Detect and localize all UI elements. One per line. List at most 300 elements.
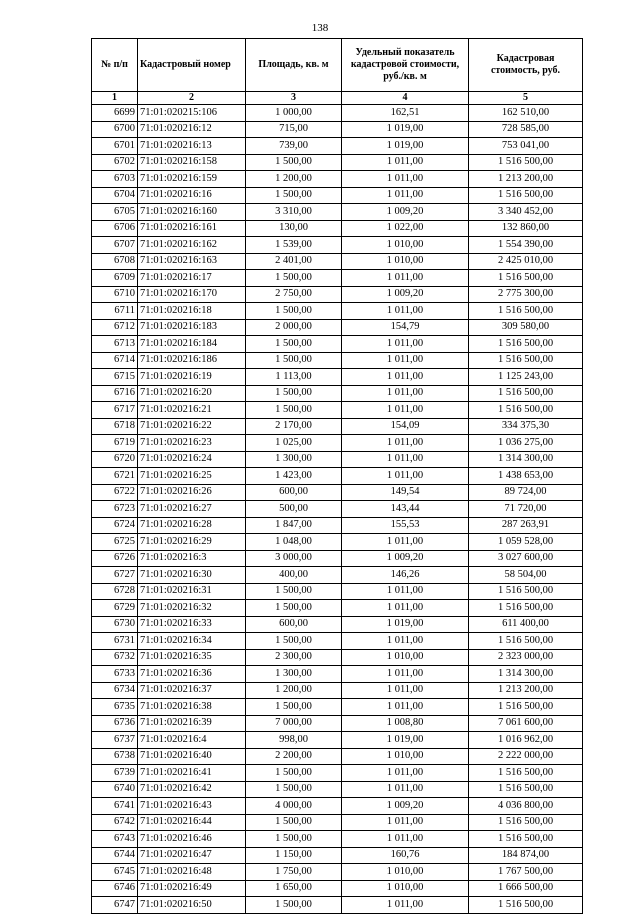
table-row — [92, 204, 583, 221]
unit-value-cell: 1 011,00 — [342, 699, 469, 716]
cadastral-cost-cell: 753 041,00 — [469, 138, 583, 155]
row-number-cell: 6729 — [92, 600, 138, 617]
table-row — [92, 385, 583, 402]
table-row — [92, 187, 583, 204]
area-cell: 1 500,00 — [246, 699, 342, 716]
area-cell: 1 113,00 — [246, 369, 342, 386]
area-cell: 500,00 — [246, 501, 342, 518]
table-row — [92, 748, 583, 765]
cadastral-cost-cell: 1 059 528,00 — [469, 534, 583, 551]
cadastral-cost-cell: 1 036 275,00 — [469, 435, 583, 452]
area-cell: 1 500,00 — [246, 385, 342, 402]
table-row — [92, 319, 583, 336]
cadastral-number-cell: 71:01:020216:163 — [138, 253, 246, 270]
table-row — [92, 649, 583, 666]
row-number-cell: 6734 — [92, 682, 138, 699]
cadastral-cost-cell: 1 767 500,00 — [469, 864, 583, 881]
area-cell: 1 200,00 — [246, 171, 342, 188]
area-cell: 1 025,00 — [246, 435, 342, 452]
unit-value-cell: 1 011,00 — [342, 270, 469, 287]
unit-value-cell: 1 022,00 — [342, 220, 469, 237]
table-row — [92, 484, 583, 501]
table-row — [92, 435, 583, 452]
table-header-row — [92, 39, 583, 92]
cadastral-cost-cell: 1 016 962,00 — [469, 732, 583, 749]
cadastral-cost-cell: 1 516 500,00 — [469, 352, 583, 369]
row-number-cell: 6718 — [92, 418, 138, 435]
row-number-cell: 6703 — [92, 171, 138, 188]
cadastral-number-cell: 71:01:020216:37 — [138, 682, 246, 699]
cadastral-cost-cell: 1 213 200,00 — [469, 682, 583, 699]
table-row — [92, 303, 583, 320]
unit-value-cell: 1 010,00 — [342, 864, 469, 881]
cadastral-cost-cell: 334 375,30 — [469, 418, 583, 435]
area-cell: 1 500,00 — [246, 352, 342, 369]
area-cell: 1 500,00 — [246, 303, 342, 320]
column-number: 5 — [469, 92, 583, 105]
unit-value-cell: 1 011,00 — [342, 154, 469, 171]
unit-value-cell: 1 011,00 — [342, 402, 469, 419]
header-unit-value: Удельный показатель кадастровой стоимости, руб./кв. м — [342, 39, 469, 92]
unit-value-cell: 1 011,00 — [342, 303, 469, 320]
cadastral-cost-cell: 3 027 600,00 — [469, 550, 583, 567]
cadastral-cost-cell: 1 213 200,00 — [469, 171, 583, 188]
unit-value-cell: 146,26 — [342, 567, 469, 584]
table-row — [92, 781, 583, 798]
unit-value-cell: 1 011,00 — [342, 385, 469, 402]
area-cell: 998,00 — [246, 732, 342, 749]
cadastral-number-cell: 71:01:020216:13 — [138, 138, 246, 155]
cadastral-cost-cell: 287 263,91 — [469, 517, 583, 534]
row-number-cell: 6717 — [92, 402, 138, 419]
cadastral-number-cell: 71:01:020216:183 — [138, 319, 246, 336]
row-number-cell: 6730 — [92, 616, 138, 633]
cadastral-number-cell: 71:01:020216:17 — [138, 270, 246, 287]
cadastral-cost-cell: 1 516 500,00 — [469, 781, 583, 798]
unit-value-cell: 149,54 — [342, 484, 469, 501]
row-number-cell: 6727 — [92, 567, 138, 584]
unit-value-cell: 1 010,00 — [342, 253, 469, 270]
table-row — [92, 270, 583, 287]
unit-value-cell: 1 009,20 — [342, 204, 469, 221]
unit-value-cell: 1 011,00 — [342, 171, 469, 188]
table-body — [92, 92, 583, 914]
unit-value-cell: 1 019,00 — [342, 138, 469, 155]
table-row — [92, 831, 583, 848]
table-row — [92, 567, 583, 584]
area-cell: 1 500,00 — [246, 831, 342, 848]
row-number-cell: 6706 — [92, 220, 138, 237]
area-cell: 1 539,00 — [246, 237, 342, 254]
unit-value-cell: 143,44 — [342, 501, 469, 518]
page-number: 138 — [311, 22, 329, 34]
cadastral-cost-cell: 309 580,00 — [469, 319, 583, 336]
row-number-cell: 6707 — [92, 237, 138, 254]
cadastral-cost-cell: 1 516 500,00 — [469, 402, 583, 419]
unit-value-cell: 1 011,00 — [342, 682, 469, 699]
row-number-cell: 6741 — [92, 798, 138, 815]
table-row — [92, 600, 583, 617]
table-row — [92, 550, 583, 567]
area-cell: 3 310,00 — [246, 204, 342, 221]
row-number-cell: 6744 — [92, 847, 138, 864]
area-cell: 1 500,00 — [246, 154, 342, 171]
cadastral-cost-cell: 1 516 500,00 — [469, 699, 583, 716]
row-number-cell: 6708 — [92, 253, 138, 270]
cadastral-cost-cell: 184 874,00 — [469, 847, 583, 864]
unit-value-cell: 1 011,00 — [342, 435, 469, 452]
cadastral-cost-cell: 162 510,00 — [469, 105, 583, 122]
header-row-number: № п/п — [92, 39, 138, 92]
unit-value-cell: 1 010,00 — [342, 880, 469, 897]
area-cell: 739,00 — [246, 138, 342, 155]
unit-value-cell: 1 010,00 — [342, 649, 469, 666]
cadastral-number-cell: 71:01:020216:20 — [138, 385, 246, 402]
row-number-cell: 6735 — [92, 699, 138, 716]
row-number-cell: 6747 — [92, 897, 138, 914]
table-row — [92, 616, 583, 633]
table-row — [92, 880, 583, 897]
unit-value-cell: 1 011,00 — [342, 666, 469, 683]
area-cell: 1 500,00 — [246, 897, 342, 914]
cadastral-cost-cell: 1 516 500,00 — [469, 897, 583, 914]
cadastral-cost-cell: 71 720,00 — [469, 501, 583, 518]
cadastral-number-cell: 71:01:020216:25 — [138, 468, 246, 485]
unit-value-cell: 1 011,00 — [342, 781, 469, 798]
cadastral-number-cell: 71:01:020216:19 — [138, 369, 246, 386]
cadastral-number-cell: 71:01:020216:186 — [138, 352, 246, 369]
table-row — [92, 468, 583, 485]
row-number-cell: 6723 — [92, 501, 138, 518]
cadastral-number-cell: 71:01:020216:184 — [138, 336, 246, 353]
cadastral-cost-cell: 1 516 500,00 — [469, 154, 583, 171]
cadastral-number-cell: 71:01:020216:48 — [138, 864, 246, 881]
unit-value-cell: 1 019,00 — [342, 616, 469, 633]
cadastral-number-cell: 71:01:020216:24 — [138, 451, 246, 468]
cadastral-number-cell: 71:01:020216:27 — [138, 501, 246, 518]
cadastral-number-cell: 71:01:020216:23 — [138, 435, 246, 452]
cadastral-number-cell: 71:01:020216:21 — [138, 402, 246, 419]
cadastral-number-cell: 71:01:020216:42 — [138, 781, 246, 798]
area-cell: 1 500,00 — [246, 583, 342, 600]
unit-value-cell: 1 009,20 — [342, 550, 469, 567]
area-cell: 1 300,00 — [246, 666, 342, 683]
area-cell: 2 000,00 — [246, 319, 342, 336]
area-cell: 1 048,00 — [246, 534, 342, 551]
row-number-cell: 6710 — [92, 286, 138, 303]
table-row — [92, 220, 583, 237]
row-number-cell: 6733 — [92, 666, 138, 683]
table-row — [92, 369, 583, 386]
row-number-cell: 6746 — [92, 880, 138, 897]
area-cell: 1 500,00 — [246, 270, 342, 287]
cadastral-cost-cell: 1 516 500,00 — [469, 187, 583, 204]
unit-value-cell: 1 011,00 — [342, 336, 469, 353]
row-number-cell: 6736 — [92, 715, 138, 732]
table-row — [92, 336, 583, 353]
area-cell: 1 500,00 — [246, 187, 342, 204]
row-number-cell: 6725 — [92, 534, 138, 551]
row-number-cell: 6714 — [92, 352, 138, 369]
cadastral-cost-cell: 1 554 390,00 — [469, 237, 583, 254]
cadastral-number-cell: 71:01:020216:26 — [138, 484, 246, 501]
row-number-cell: 6724 — [92, 517, 138, 534]
cadastral-cost-cell: 611 400,00 — [469, 616, 583, 633]
area-cell: 2 750,00 — [246, 286, 342, 303]
cadastral-cost-cell: 1 314 300,00 — [469, 666, 583, 683]
row-number-cell: 6737 — [92, 732, 138, 749]
cadastral-cost-cell: 132 860,00 — [469, 220, 583, 237]
cadastral-number-cell: 71:01:020216:32 — [138, 600, 246, 617]
unit-value-cell: 1 009,20 — [342, 286, 469, 303]
table-row — [92, 286, 583, 303]
cadastral-number-cell: 71:01:020216:44 — [138, 814, 246, 831]
row-number-cell: 6743 — [92, 831, 138, 848]
table-row — [92, 814, 583, 831]
unit-value-cell: 1 011,00 — [342, 897, 469, 914]
unit-value-cell: 1 011,00 — [342, 468, 469, 485]
column-number: 4 — [342, 92, 469, 105]
column-number: 1 — [92, 92, 138, 105]
area-cell: 4 000,00 — [246, 798, 342, 815]
area-cell: 1 500,00 — [246, 336, 342, 353]
unit-value-cell: 1 009,20 — [342, 798, 469, 815]
table-row — [92, 121, 583, 138]
cadastral-number-cell: 71:01:020216:50 — [138, 897, 246, 914]
table-row — [92, 715, 583, 732]
row-number-cell: 6742 — [92, 814, 138, 831]
table-row — [92, 534, 583, 551]
cadastral-number-cell: 71:01:020216:3 — [138, 550, 246, 567]
unit-value-cell: 1 019,00 — [342, 732, 469, 749]
unit-value-cell: 1 011,00 — [342, 534, 469, 551]
cadastral-number-cell: 71:01:020216:160 — [138, 204, 246, 221]
table-row — [92, 154, 583, 171]
cadastral-cost-cell: 2 222 000,00 — [469, 748, 583, 765]
cadastral-cost-cell: 1 516 500,00 — [469, 385, 583, 402]
cadastral-number-cell: 71:01:020216:29 — [138, 534, 246, 551]
unit-value-cell: 1 019,00 — [342, 121, 469, 138]
table-row — [92, 171, 583, 188]
row-number-cell: 6740 — [92, 781, 138, 798]
table-row — [92, 501, 583, 518]
cadastral-cost-cell: 2 323 000,00 — [469, 649, 583, 666]
area-cell: 2 300,00 — [246, 649, 342, 666]
row-number-cell: 6713 — [92, 336, 138, 353]
area-cell: 600,00 — [246, 484, 342, 501]
table-row — [92, 451, 583, 468]
area-cell: 1 500,00 — [246, 765, 342, 782]
cadastral-cost-cell: 1 516 500,00 — [469, 303, 583, 320]
row-number-cell: 6728 — [92, 583, 138, 600]
cadastral-number-cell: 71:01:020216:161 — [138, 220, 246, 237]
cadastral-number-cell: 71:01:020216:34 — [138, 633, 246, 650]
cadastral-number-cell: 71:01:020216:16 — [138, 187, 246, 204]
header-cadastral-number: Кадастровый номер — [138, 39, 246, 92]
header-cadastral-cost: Кадастровая стоимость, руб. — [469, 39, 583, 92]
table-row — [92, 847, 583, 864]
cadastral-cost-cell: 1 666 500,00 — [469, 880, 583, 897]
cadastral-number-cell: 71:01:020216:158 — [138, 154, 246, 171]
row-number-cell: 6745 — [92, 864, 138, 881]
cadastral-cost-cell: 1 516 500,00 — [469, 633, 583, 650]
row-number-cell: 6712 — [92, 319, 138, 336]
cadastral-number-cell: 71:01:020216:159 — [138, 171, 246, 188]
area-cell: 600,00 — [246, 616, 342, 633]
table-row — [92, 699, 583, 716]
cadastral-number-cell: 71:01:020215:106 — [138, 105, 246, 122]
table-row — [92, 682, 583, 699]
row-number-cell: 6719 — [92, 435, 138, 452]
row-number-cell: 6738 — [92, 748, 138, 765]
unit-value-cell: 155,53 — [342, 517, 469, 534]
cadastral-table — [91, 38, 583, 914]
area-cell: 2 200,00 — [246, 748, 342, 765]
table-row — [92, 105, 583, 122]
unit-value-cell: 1 011,00 — [342, 352, 469, 369]
area-cell: 1 500,00 — [246, 633, 342, 650]
row-number-cell: 6701 — [92, 138, 138, 155]
table-row — [92, 418, 583, 435]
row-number-cell: 6732 — [92, 649, 138, 666]
area-cell: 2 401,00 — [246, 253, 342, 270]
area-cell: 130,00 — [246, 220, 342, 237]
area-cell: 2 170,00 — [246, 418, 342, 435]
row-number-cell: 6715 — [92, 369, 138, 386]
cadastral-number-cell: 71:01:020216:170 — [138, 286, 246, 303]
cadastral-cost-cell: 1 516 500,00 — [469, 336, 583, 353]
cadastral-cost-cell: 1 438 653,00 — [469, 468, 583, 485]
table-row — [92, 583, 583, 600]
cadastral-cost-cell: 1 516 500,00 — [469, 814, 583, 831]
cadastral-number-cell: 71:01:020216:41 — [138, 765, 246, 782]
area-cell: 1 150,00 — [246, 847, 342, 864]
cadastral-cost-cell: 7 061 600,00 — [469, 715, 583, 732]
cadastral-cost-cell: 2 425 010,00 — [469, 253, 583, 270]
area-cell: 7 000,00 — [246, 715, 342, 732]
area-cell: 1 000,00 — [246, 105, 342, 122]
unit-value-cell: 1 011,00 — [342, 451, 469, 468]
cadastral-cost-cell: 1 516 500,00 — [469, 765, 583, 782]
cadastral-number-cell: 71:01:020216:38 — [138, 699, 246, 716]
row-number-cell: 6720 — [92, 451, 138, 468]
unit-value-cell: 1 010,00 — [342, 748, 469, 765]
cadastral-cost-cell: 1 314 300,00 — [469, 451, 583, 468]
header-area: Площадь, кв. м — [246, 39, 342, 92]
table-row — [92, 253, 583, 270]
table-row — [92, 138, 583, 155]
area-cell: 1 750,00 — [246, 864, 342, 881]
cadastral-number-cell: 71:01:020216:30 — [138, 567, 246, 584]
unit-value-cell: 154,09 — [342, 418, 469, 435]
cadastral-number-cell: 71:01:020216:43 — [138, 798, 246, 815]
row-number-cell: 6702 — [92, 154, 138, 171]
area-cell: 1 500,00 — [246, 402, 342, 419]
cadastral-cost-cell: 3 340 452,00 — [469, 204, 583, 221]
column-number: 2 — [138, 92, 246, 105]
row-number-cell: 6704 — [92, 187, 138, 204]
row-number-cell: 6726 — [92, 550, 138, 567]
cadastral-cost-cell: 1 125 243,00 — [469, 369, 583, 386]
table-row — [92, 765, 583, 782]
row-number-cell: 6722 — [92, 484, 138, 501]
cadastral-number-cell: 71:01:020216:33 — [138, 616, 246, 633]
cadastral-number-cell: 71:01:020216:4 — [138, 732, 246, 749]
row-number-cell: 6700 — [92, 121, 138, 138]
row-number-cell: 6699 — [92, 105, 138, 122]
row-number-cell: 6705 — [92, 204, 138, 221]
cadastral-number-cell: 71:01:020216:28 — [138, 517, 246, 534]
unit-value-cell: 1 010,00 — [342, 237, 469, 254]
unit-value-cell: 1 011,00 — [342, 765, 469, 782]
unit-value-cell: 154,79 — [342, 319, 469, 336]
cadastral-cost-cell: 1 516 500,00 — [469, 600, 583, 617]
table-row — [92, 864, 583, 881]
table-row — [92, 517, 583, 534]
row-number-cell: 6709 — [92, 270, 138, 287]
cadastral-cost-cell: 4 036 800,00 — [469, 798, 583, 815]
row-number-cell: 6711 — [92, 303, 138, 320]
area-cell: 400,00 — [246, 567, 342, 584]
column-numbers-row — [92, 92, 583, 105]
cadastral-number-cell: 71:01:020216:46 — [138, 831, 246, 848]
cadastral-cost-cell: 58 504,00 — [469, 567, 583, 584]
row-number-cell: 6721 — [92, 468, 138, 485]
table-row — [92, 633, 583, 650]
cadastral-number-cell: 71:01:020216:47 — [138, 847, 246, 864]
area-cell: 1 200,00 — [246, 682, 342, 699]
area-cell: 1 500,00 — [246, 781, 342, 798]
column-number: 3 — [246, 92, 342, 105]
area-cell: 1 300,00 — [246, 451, 342, 468]
table-row — [92, 402, 583, 419]
cadastral-number-cell: 71:01:020216:35 — [138, 649, 246, 666]
cadastral-number-cell: 71:01:020216:40 — [138, 748, 246, 765]
row-number-cell: 6731 — [92, 633, 138, 650]
table-row — [92, 798, 583, 815]
row-number-cell: 6739 — [92, 765, 138, 782]
area-cell: 715,00 — [246, 121, 342, 138]
row-number-cell: 6716 — [92, 385, 138, 402]
area-cell: 1 500,00 — [246, 600, 342, 617]
table-row — [92, 352, 583, 369]
cadastral-number-cell: 71:01:020216:36 — [138, 666, 246, 683]
cadastral-cost-cell: 1 516 500,00 — [469, 270, 583, 287]
area-cell: 1 423,00 — [246, 468, 342, 485]
unit-value-cell: 162,51 — [342, 105, 469, 122]
cadastral-cost-cell: 1 516 500,00 — [469, 831, 583, 848]
cadastral-cost-cell: 1 516 500,00 — [469, 583, 583, 600]
cadastral-number-cell: 71:01:020216:49 — [138, 880, 246, 897]
unit-value-cell: 1 011,00 — [342, 187, 469, 204]
unit-value-cell: 1 008,80 — [342, 715, 469, 732]
table-row — [92, 732, 583, 749]
area-cell: 1 500,00 — [246, 814, 342, 831]
unit-value-cell: 1 011,00 — [342, 583, 469, 600]
cadastral-number-cell: 71:01:020216:162 — [138, 237, 246, 254]
unit-value-cell: 1 011,00 — [342, 369, 469, 386]
cadastral-number-cell: 71:01:020216:12 — [138, 121, 246, 138]
cadastral-number-cell: 71:01:020216:31 — [138, 583, 246, 600]
unit-value-cell: 1 011,00 — [342, 814, 469, 831]
unit-value-cell: 160,76 — [342, 847, 469, 864]
cadastral-cost-cell: 728 585,00 — [469, 121, 583, 138]
unit-value-cell: 1 011,00 — [342, 633, 469, 650]
cadastral-cost-cell: 2 775 300,00 — [469, 286, 583, 303]
unit-value-cell: 1 011,00 — [342, 831, 469, 848]
unit-value-cell: 1 011,00 — [342, 600, 469, 617]
table-row — [92, 666, 583, 683]
